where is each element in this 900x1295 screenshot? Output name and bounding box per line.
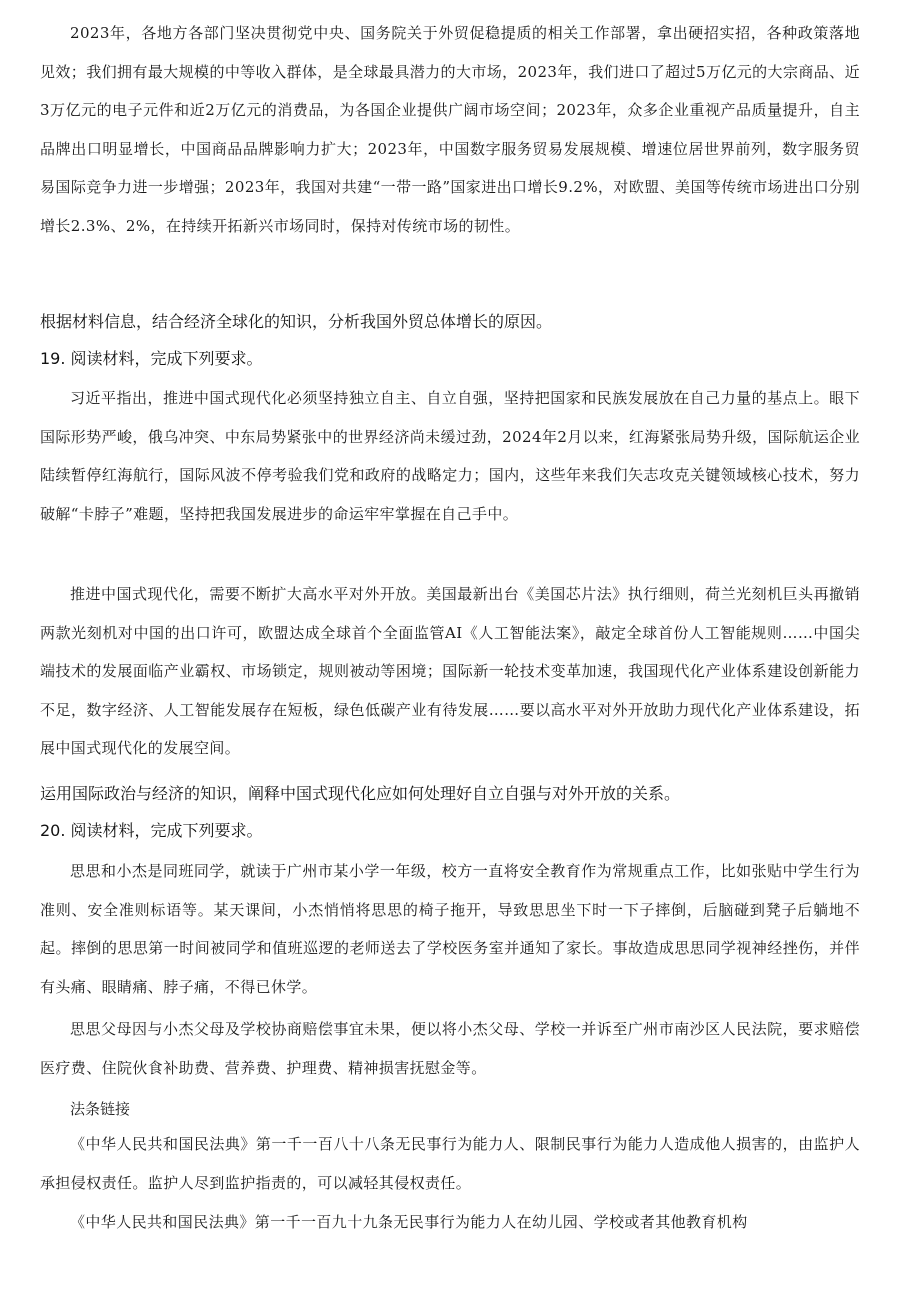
question-19-prompt: 运用国际政治与经济的知识，阐释中国式现代化应如何处理好自立自强与对外开放的关系。 bbox=[40, 784, 681, 803]
question-18-prompt: 根据材料信息，结合经济全球化的知识，分析我国外贸总体增长的原因。 bbox=[40, 312, 553, 331]
question-19-paragraph-2: 推进中国式现代化，需要不断扩大高水平对外开放。美国最新出台《美国芯片法》执行细则，荷兰光刻机巨头再撤销两款光刻机对中国的出口许可，欧盟达成全球首个全面监管AI《人工智能法案》，敲定全球首份人工智能规则……中国尖端技术的发展面临产业霸权、市场锁定，规则被动等困境；国际新一轮技术变革加速，我国现代化产业体系建设创新能力不足，数字经济、人工智能发展存在短板，绿色低碳产业有待发展……要以高水平对外开放助力现代化产业体系建设，拓展中国式现代化的发展空间。 bbox=[40, 585, 860, 758]
question-20-paragraph-1: 思思和小杰是同班同学，就读于广州市某小学一年级，校方一直将安全教育作为常规重点工作，比如张贴中学生行为准则、安全准则标语等。某天课间，小杰悄悄将思思的椅子拖开，导致思思坐下时一下子摔倒，后脑碰到凳子后躺地不起。摔倒的思思第一时间被同学和值班巡逻的老师送去了学校医务室并通知了家长。事故造成思思同学视神经挫伤，并伴有头痛、眼睛痛、脖子痛，不得已休学。 bbox=[40, 862, 860, 996]
law-article-1199: 《中华人民共和国民法典》第一千一百九十九条无民事行为能力人在幼儿园、学校或者其他教育机构 bbox=[70, 1213, 748, 1231]
question-20-heading: 20. 阅读材料，完成下列要求。 bbox=[40, 821, 263, 840]
question-19-heading: 19. 阅读材料，完成下列要求。 bbox=[40, 349, 263, 368]
law-article-1188: 《中华人民共和国民法典》第一千一百八十八条无民事行为能力人、限制民事行为能力人造成他人损害的，由监护人承担侵权责任。监护人尽到监护指责的，可以减轻其侵权责任。 bbox=[40, 1135, 860, 1192]
material-18-paragraph: 2023年，各地方各部门坚决贯彻党中央、国务院关于外贸促稳提质的相关工作部署，拿出硬招实招，各种政策落地见效；我们拥有最大规模的中等收入群体，是全球最具潜力的大市场，2023年，我们进口了超过5万亿元的大宗商品、近3万亿元的电子元件和近2万亿元的消费品，为各国企业提供广阔市场空间；2023年，众多企业重视产品质量提升，自主品牌出口明显增长，中国商品品牌影响力扩大；2023年，中国数字服务贸易发展规模、增速位居世界前列，数字服务贸易国际竞争力进一步增强；2023年，我国对共建“一带一路”国家进出口增长9.2%，对欧盟、美国等传统市场进出口分别增长2.3%、2%，在持续开拓新兴市场同时，保持对传统市场的韧性。 bbox=[40, 24, 860, 235]
question-20-paragraph-2: 思思父母因与小杰父母及学校协商赔偿事宜未果，便以将小杰父母、学校一并诉至广州市南沙区人民法院，要求赔偿医疗费、住院伙食补助费、营养费、护理费、精神损害抚慰金等。 bbox=[40, 1020, 860, 1077]
law-link-title: 法条链接 bbox=[70, 1100, 131, 1118]
question-19-paragraph-1: 习近平指出，推进中国式现代化必须坚持独立自主、自立自强，坚持把国家和民族发展放在自己力量的基点上。眼下国际形势严峻，俄乌冲突、中东局势紧张中的世界经济尚未缓过劲，2024年2月以来，红海紧张局势升级，国际航运企业陆续暂停红海航行，国际风波不停考验我们党和政府的战略定力；国内，这些年来我们矢志攻克关键领域核心技术，努力破解“卡脖子”难题，坚持把我国发展进步的命运牢牢掌握在自己手中。 bbox=[40, 389, 860, 523]
